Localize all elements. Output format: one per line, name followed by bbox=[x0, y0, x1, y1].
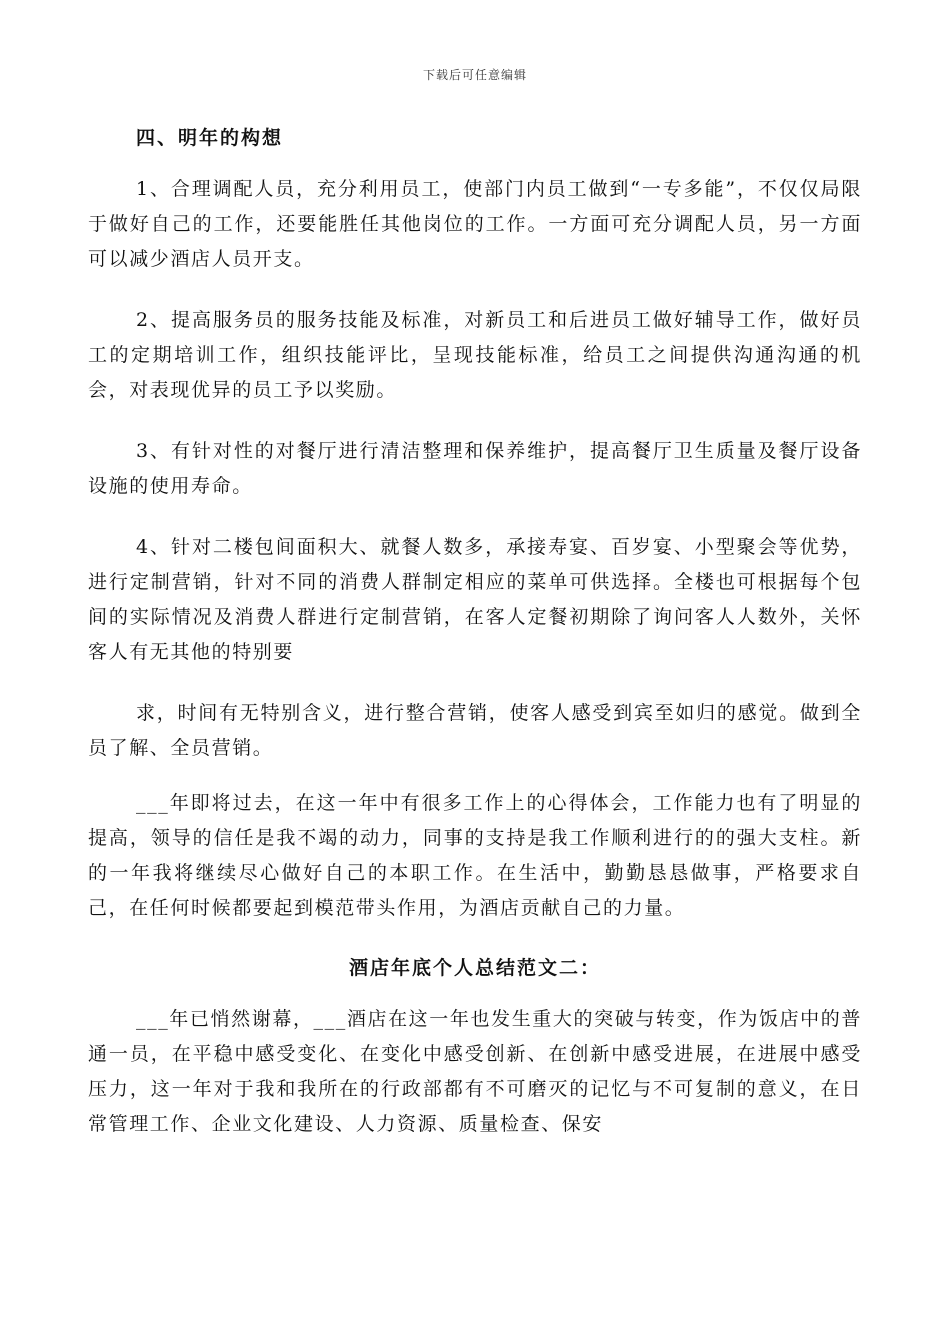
page-header: 下载后可任意编辑 bbox=[422, 68, 527, 82]
section-title-2: 酒店年底个人总结范文二： bbox=[348, 957, 601, 979]
paragraph-4: 4、针对二楼包间面积大、就餐人数多，承接寿宴、百岁宴、小型聚会等优势，进行定制营销，针对不同的消费人群制定相应的菜单可供选择。全楼也可根据每个包间的实际情况及消费人群进行定制营销，在客人定餐初期除了询问客人人数外，关怀客人有无其他的特别要 bbox=[88, 536, 862, 663]
section-heading: 四、明年的构想 bbox=[136, 127, 284, 149]
document-body bbox=[88, 118, 862, 1142]
paragraph-3: 3、有针对性的对餐厅进行清洁整理和保养维护，提高餐厅卫生质量及餐厅设备设施的使用寿命。 bbox=[88, 440, 862, 497]
paragraph-5: 求，时间有无特别含义，进行整合营销，使客人感受到宾至如归的感觉。做到全员了解、全员营销。 bbox=[88, 702, 862, 759]
paragraph-6: ___年即将过去，在这一年中有很多工作上的心得体会，工作能力也有了明显的提高，领导的信任是我不竭的动力，同事的支持是我工作顺利进行的的强大支柱。新的一年我将继续尽心做好自己的本职工作。在生活中，勤勤恳恳做事，严格要求自己，在任何时候都要起到模范带头作用，为酒店贡献自己的力量。 bbox=[88, 792, 862, 919]
paragraph-1: 1、合理调配人员，充分利用员工，使部门内员工做到“一专多能”，不仅仅局限于做好自己的工作，还要能胜任其他岗位的工作。一方面可充分调配人员，另一方面可以减少酒店人员开支。 bbox=[88, 178, 862, 270]
paragraph-2: 2、提高服务员的服务技能及标准，对新员工和后进员工做好辅导工作，做好员工的定期培训工作，组织技能评比，呈现技能标准，给员工之间提供沟通沟通的机会，对表现优异的员工予以奖励。 bbox=[88, 309, 862, 401]
paragraph-7: ___年已悄然谢幕，___酒店在这一年也发生重大的突破与转变，作为饭店中的普通一员，在平稳中感受变化、在变化中感受创新、在创新中感受进展，在进展中感受压力，这一年对于我和我所在的行政部都有不可磨灭的记忆与不可复制的意义，在日常管理工作、企业文化建设、人力资源、质量检查、保安 bbox=[88, 1008, 862, 1135]
